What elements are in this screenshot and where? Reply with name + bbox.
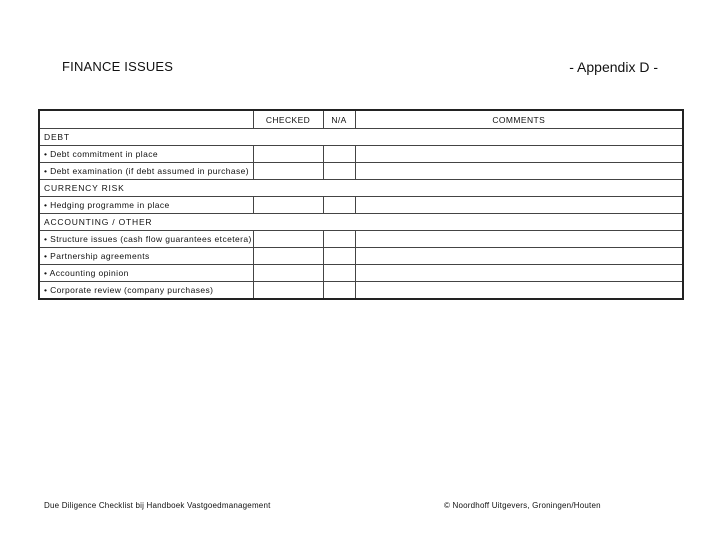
na-cell[interactable] (323, 282, 355, 300)
comments-cell[interactable] (355, 248, 683, 265)
checked-cell[interactable] (253, 146, 323, 163)
comments-cell[interactable] (355, 265, 683, 282)
checklist-item-label: • Structure issues (cash flow guarantees etcetera) (39, 231, 253, 248)
appendix-label: - Appendix D - (569, 59, 658, 75)
comments-cell[interactable] (355, 146, 683, 163)
na-cell[interactable] (323, 197, 355, 214)
footer-copyright: © Noordhoff Uitgevers, Groningen/Houten (444, 501, 601, 510)
checklist-item-row (39, 163, 683, 180)
column-header-item (39, 110, 253, 129)
comments-cell[interactable] (355, 163, 683, 180)
section-row (39, 214, 683, 231)
checklist-item-label: • Debt commitment in place (39, 146, 253, 163)
checklist-item-row (39, 146, 683, 163)
checklist-item-label: • Accounting opinion (39, 265, 253, 282)
checklist-item-row (39, 265, 683, 282)
checklist-item-label: • Partnership agreements (39, 248, 253, 265)
na-cell[interactable] (323, 163, 355, 180)
section-heading: ACCOUNTING / OTHER (39, 214, 683, 231)
table-header-row (39, 110, 683, 129)
checklist-item-row (39, 197, 683, 214)
na-cell[interactable] (323, 265, 355, 282)
checked-cell[interactable] (253, 231, 323, 248)
na-cell[interactable] (323, 231, 355, 248)
comments-cell[interactable] (355, 197, 683, 214)
table-body (39, 129, 683, 300)
checked-cell[interactable] (253, 265, 323, 282)
checklist-item-label: • Debt examination (if debt assumed in purchase) (39, 163, 253, 180)
checked-cell[interactable] (253, 282, 323, 300)
section-row (39, 129, 683, 146)
checklist-table (38, 109, 684, 300)
column-header-na: N/A (323, 110, 355, 129)
section-heading: CURRENCY RISK (39, 180, 683, 197)
section-row (39, 180, 683, 197)
comments-cell[interactable] (355, 231, 683, 248)
checklist-item-label: • Corporate review (company purchases) (39, 282, 253, 300)
page-title: FINANCE ISSUES (62, 59, 174, 74)
na-cell[interactable] (323, 146, 355, 163)
na-cell[interactable] (323, 248, 355, 265)
checklist-item-row (39, 231, 683, 248)
comments-cell[interactable] (355, 282, 683, 300)
checklist-item-label: • Hedging programme in place (39, 197, 253, 214)
section-heading: DEBT (39, 129, 683, 146)
checklist-item-row (39, 282, 683, 300)
checklist-item-row (39, 248, 683, 265)
footer-source: Due Diligence Checklist bij Handboek Vastgoedmanagement (44, 501, 271, 510)
column-header-comments: COMMENTS (355, 110, 683, 129)
checked-cell[interactable] (253, 197, 323, 214)
checked-cell[interactable] (253, 248, 323, 265)
column-header-checked: CHECKED (253, 110, 323, 129)
checked-cell[interactable] (253, 163, 323, 180)
